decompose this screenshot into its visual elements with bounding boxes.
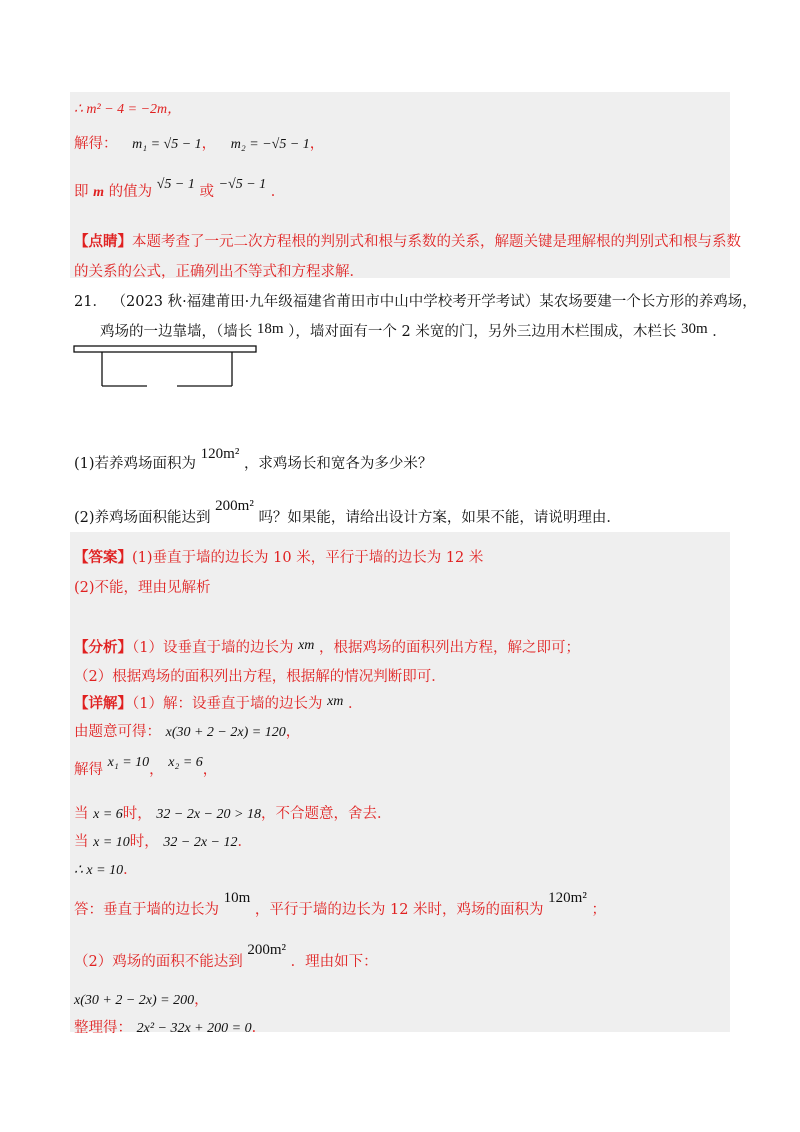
answer-line-2: (2)不能，理由见解析 xyxy=(74,580,211,596)
problem-line-1: 21． （2023 秋·福建莆田·九年级福建省莆田市中山中学校考开学考试）某农场要建一个长方形的养鸡场， xyxy=(74,294,757,310)
comment-line-2: 的关系的公式，正确列出不等式和方程求解． xyxy=(74,264,364,280)
detail-line-7: 答：垂直于墙的边长为 10m ，平行于墙的边长为 12 米时，鸡场的面积为 120m² ； xyxy=(74,890,606,918)
detail-line-9: x(30 + 2 − 2x) = 200， xyxy=(74,992,209,1008)
detail-line-6: ∴ x = 10． xyxy=(74,862,138,878)
wall xyxy=(74,346,256,352)
detail-line-10: 整理得： 2x² − 32x + 200 = 0． xyxy=(74,1020,267,1036)
question-2: (2)养鸡场面积能达到 200m² 吗？如果能，请给出设计方案，如果不能，请说明理由． xyxy=(74,498,621,526)
question-1: (1)若养鸡场面积为 120m² ，求鸡场长和宽各为多少米？ xyxy=(74,446,433,472)
detail-line-2: 由题意可得： x(30 + 2 − 2x) = 120， xyxy=(74,724,301,740)
detail-line-5: 当 x = 10时， 32 − 2x − 12． xyxy=(74,834,252,850)
analysis-line-1: 【分析】（1）设垂直于墙的边长为 xm ，根据鸡场的面积列出方程，解之即可； xyxy=(74,638,581,656)
detail-line-4: 当 x = 6时， 32 − 2x − 20 > 18，不合题意，舍去． xyxy=(74,806,392,822)
answer-line-1: 【答案】(1)垂直于墙的边长为 10 米，平行于墙的边长为 12 米 xyxy=(74,549,484,566)
chicken-pen-diagram xyxy=(72,344,262,392)
analysis-line-2: （2）根据鸡场的面积列出方程，根据解的情况判断即可． xyxy=(74,669,446,685)
detail-line-3: 解得 x₁ = 10， x₂ = 6， xyxy=(74,755,218,778)
detail-line-1: 【详解】（1）解：设垂直于墙的边长为 xm ． xyxy=(74,694,363,712)
problem-line-2: 鸡场的一边靠墙，（墙长 18m ），墙对面有一个 2 米宽的门，另外三边用木栏围成，木栏长 30m ． xyxy=(100,321,727,340)
comment-line-1: 【点睛】本题考查了一元二次方程根的判别式和根与系数的关系，解题关键是理解根的判别式和根与系数 xyxy=(74,233,741,250)
detail-line-8: （2）鸡场的面积不能达到 200m² ．理由如下： xyxy=(74,942,378,970)
prev-solve-line: 解得： m₁ = √5 − 1， m₂ = −√5 − 1， xyxy=(74,136,325,152)
prev-value-line: 即 m 的值为 √5 − 1 或 −√5 − 1 ． xyxy=(74,177,286,200)
prev-equation: ∴ m² − 4 = −2m， xyxy=(74,102,182,117)
